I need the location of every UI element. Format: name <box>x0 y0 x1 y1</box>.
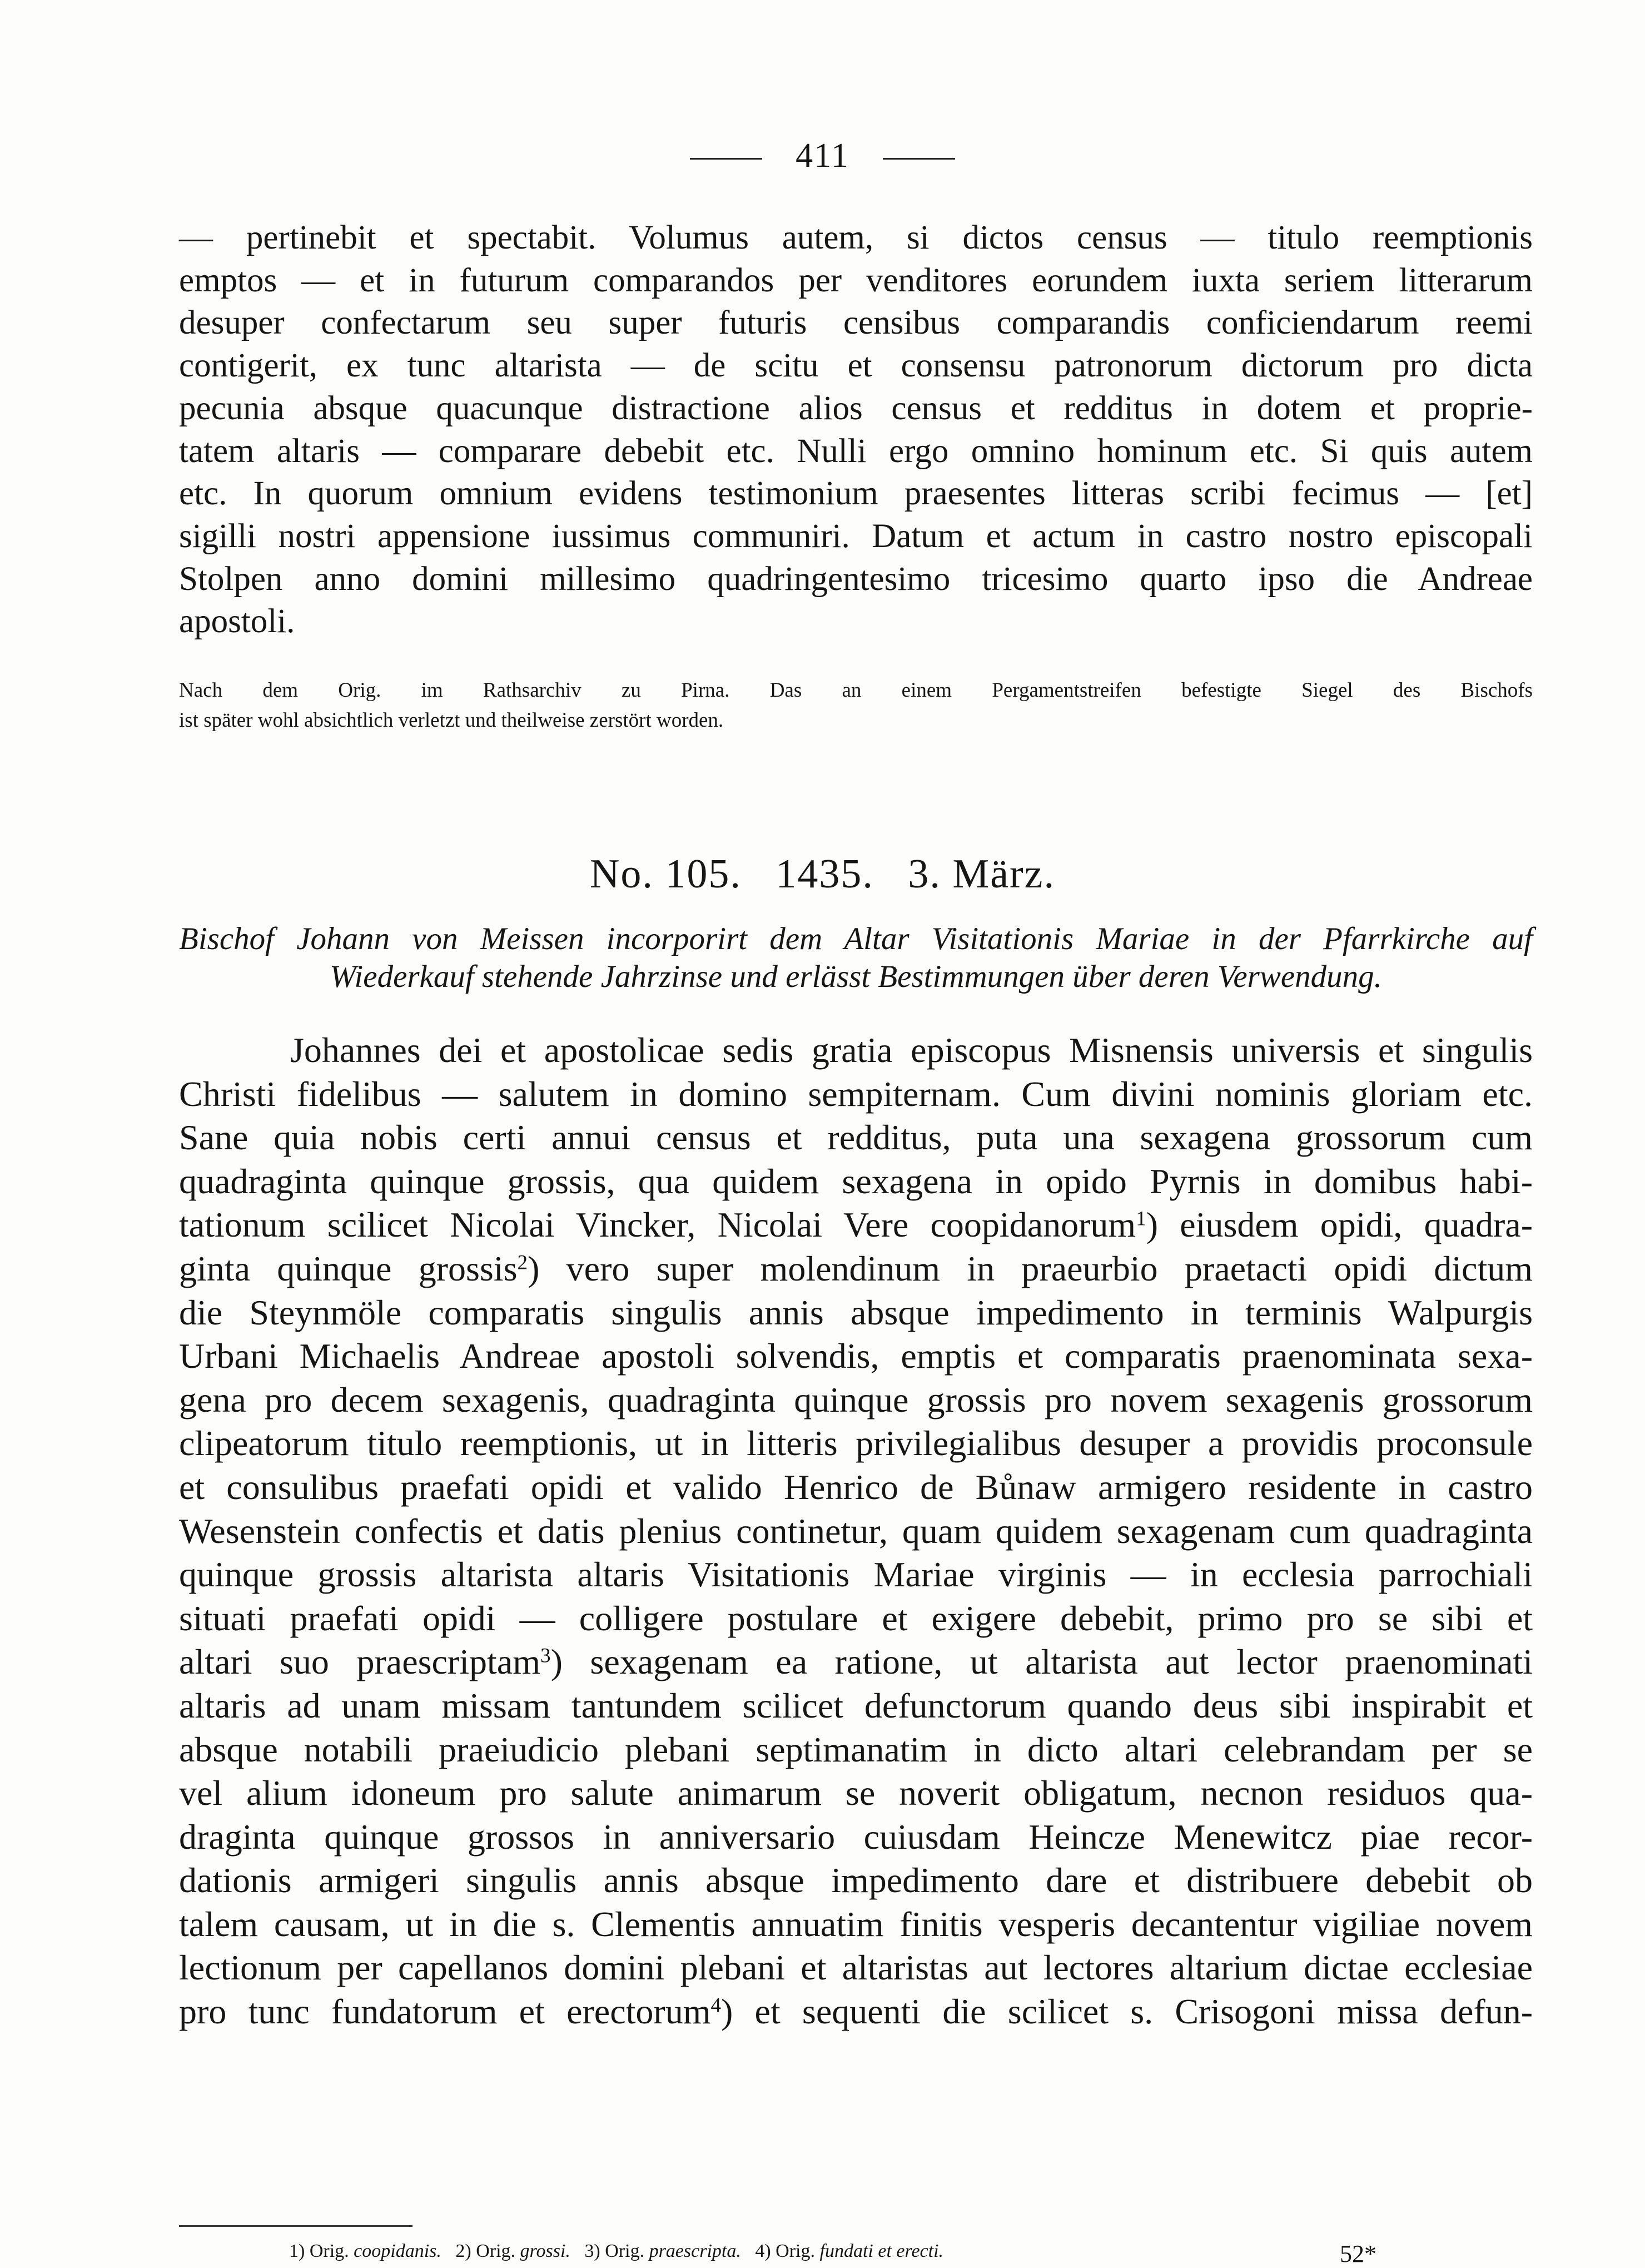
text-line: sigilli nostri appensione iussimus communiri. Datum et actum in castro nostro episcopali <box>179 517 1533 555</box>
footnote-divider <box>179 2225 413 2227</box>
summary-line: Bischof Johann von Meissen incorporirt dem Altar Visitationis Mariae in der Pfarrkirche auf <box>179 921 1533 956</box>
text-line: Johannes dei et apostolicae sedis gratia episcopus Misnensis universis et singulis <box>290 1030 1533 1070</box>
footnote-ref: 3 <box>540 1644 551 1667</box>
text-fragment: ) et sequenti die scilicet s. Crisogoni missa defun- <box>721 1992 1533 2032</box>
text-fragment: altari suo praescriptam <box>179 1642 540 1682</box>
signature-mark: 52* <box>1340 2240 1376 2267</box>
text-line: gena pro decem sexagenis, quadraginta quinque grossis pro novem sexagenis grossorum <box>179 1379 1533 1420</box>
footnote-label: 4) Orig. <box>755 2241 816 2261</box>
text-fragment: ) eiusdem opidi, quadra- <box>1146 1205 1533 1245</box>
text-line: quinque grossis altarista altaris Visitationis Mariae virginis — in ecclesia parrochiali <box>179 1555 1533 1595</box>
text-line: talem causam, ut in die s. Clementis annuatim finitis vesperis decantentur vigiliae novem <box>179 1904 1533 1944</box>
text-line <box>179 1247 1533 1291</box>
text-line: et consulibus praefati opidi et valido Henrico de Bůnaw armigero residente in castro <box>179 1467 1533 1507</box>
text-fragment: ginta quinque grossis <box>179 1248 518 1288</box>
text-line: vel alium idoneum pro salute animarum se noverit obligatum, necnon residuos qua- <box>179 1773 1533 1813</box>
text-line: lectionum per capellanos domini plebani et altaristas aut lectores altarium dictae ecclesiae <box>179 1948 1533 1988</box>
text-line: tatem altaris — comparare debebit etc. Nulli ergo omnino hominum etc. Si quis autem <box>179 432 1533 470</box>
footnote-label: 2) Orig. <box>455 2241 516 2261</box>
text-line: altaris ad unam missam tantundem scilicet defunctorum quando deus sibi inspirabit et <box>179 1685 1533 1725</box>
footnote-ref: 2 <box>517 1251 528 1274</box>
page-number <box>0 136 1645 176</box>
text-line: Stolpen anno domini millesimo quadringentesimo tricesimo quarto ipso die Andreae <box>179 560 1533 598</box>
text-fragment: ) sexagenam ea ratione, ut altarista aut lector praenominati <box>550 1642 1533 1682</box>
text-line: quadraginta quinque grossis, qua quidem sexagena in opido Pyrnis in domibus habi- <box>179 1161 1533 1201</box>
source-note <box>179 676 1533 736</box>
text-line: desuper confectarum seu super futuris censibus comparandis conficiendarum reemi <box>179 304 1533 342</box>
text-line: absque notabili praeiudicio plebani septimanatim in dicto altari celebrandam per se <box>179 1729 1533 1769</box>
text-line: Christi fidelibus — salutem in domino sempiternam. Cum divini nominis gloriam etc. <box>179 1074 1533 1114</box>
footnote-reading: praescripta. <box>649 2241 741 2261</box>
page-number-left-dash <box>690 158 762 160</box>
text-line: Wesenstein confectis et datis plenius continetur, quam quidem sexagenam cum quadraginta <box>179 1511 1533 1551</box>
text-line: Urbani Michaelis Andreae apostoli solvendis, emptis et comparatis praenominata sexa- <box>179 1336 1533 1376</box>
source-note-line: ist später wohl absichtlich verletzt und theilweise zerstört worden. <box>179 709 724 732</box>
text-line: etc. In quorum omnium evidens testimonium praesentes litteras scribi fecimus — [et] <box>179 475 1533 513</box>
document-summary <box>179 920 1533 996</box>
footnote-label: 3) Orig. <box>584 2241 645 2261</box>
text-line: emptos — et in futurum comparandos per venditores eorundem iuxta seriem litterarum <box>179 261 1533 299</box>
text-line: — pertinebit et spectabit. Volumus autem, si dictos census — titulo reemptionis <box>179 219 1533 256</box>
text-line: die Steynmöle comparatis singulis annis absque impedimento in terminis Walpurgis <box>179 1292 1533 1332</box>
text-line: dationis armigeri singulis annis absque impedimento dare et distribuere debebit ob <box>179 1860 1533 1900</box>
text-line: contigerit, ex tunc altarista — de scitu et consensu patronorum dictorum pro dicta <box>179 347 1533 385</box>
text-fragment: pro tunc fundatorum et erectorum <box>179 1992 711 2032</box>
text-line <box>179 1640 1533 1684</box>
continuation-text <box>179 217 1533 643</box>
footnote-reading: grossi. <box>520 2241 570 2261</box>
text-fragment: ) vero super molendinum in praeurbio praetacti opidi dictum <box>528 1248 1533 1288</box>
text-line: situati praefati opidi — colligere postulare et exigere debebit, primo pro se sibi et <box>179 1598 1533 1638</box>
text-line <box>179 1990 1533 2034</box>
text-line: pecunia absque quacunque distractione alios census et redditus in dotem et proprie- <box>179 389 1533 427</box>
footnote-reading: coopidanis. <box>354 2241 441 2261</box>
summary-line: Wiederkauf stehende Jahrzinse und erlässt Bestimmungen über deren Verwendung. <box>330 959 1382 994</box>
page-number-text: 411 <box>796 137 849 175</box>
text-line: clipeatorum titulo reemptionis, ut in litteris privilegialibus desuper a providis proconsule <box>179 1423 1533 1463</box>
footnote-ref: 1 <box>1136 1207 1146 1230</box>
text-line: apostoli. <box>179 603 295 641</box>
text-fragment: tationum scilicet Nicolai Vincker, Nicolai Vere coopidanorum <box>179 1205 1136 1245</box>
source-note-line: Nach dem Orig. im Rathsarchiv zu Pirna. Das an einem Pergamentstreifen befestigte Siegel des Bischofs <box>179 679 1533 702</box>
page-number-right-dash <box>883 158 955 160</box>
footnote-reading: fundati et erecti. <box>819 2241 944 2261</box>
footnote-ref: 4 <box>710 1994 722 2017</box>
text-line <box>179 1203 1533 1247</box>
document-heading: No. 105. 1435. 3. März. <box>589 851 1056 897</box>
text-line: Sane quia nobis certi annui census et redditus, puta una sexagena grossorum cum <box>179 1118 1533 1158</box>
footnotes <box>289 2241 943 2262</box>
footnote-label: 1) Orig. <box>289 2241 349 2261</box>
text-line: draginta quinque grossos in anniversario cuiusdam Heincze Menewitcz piae recor- <box>179 1817 1533 1857</box>
charter-text <box>179 1029 1533 2034</box>
